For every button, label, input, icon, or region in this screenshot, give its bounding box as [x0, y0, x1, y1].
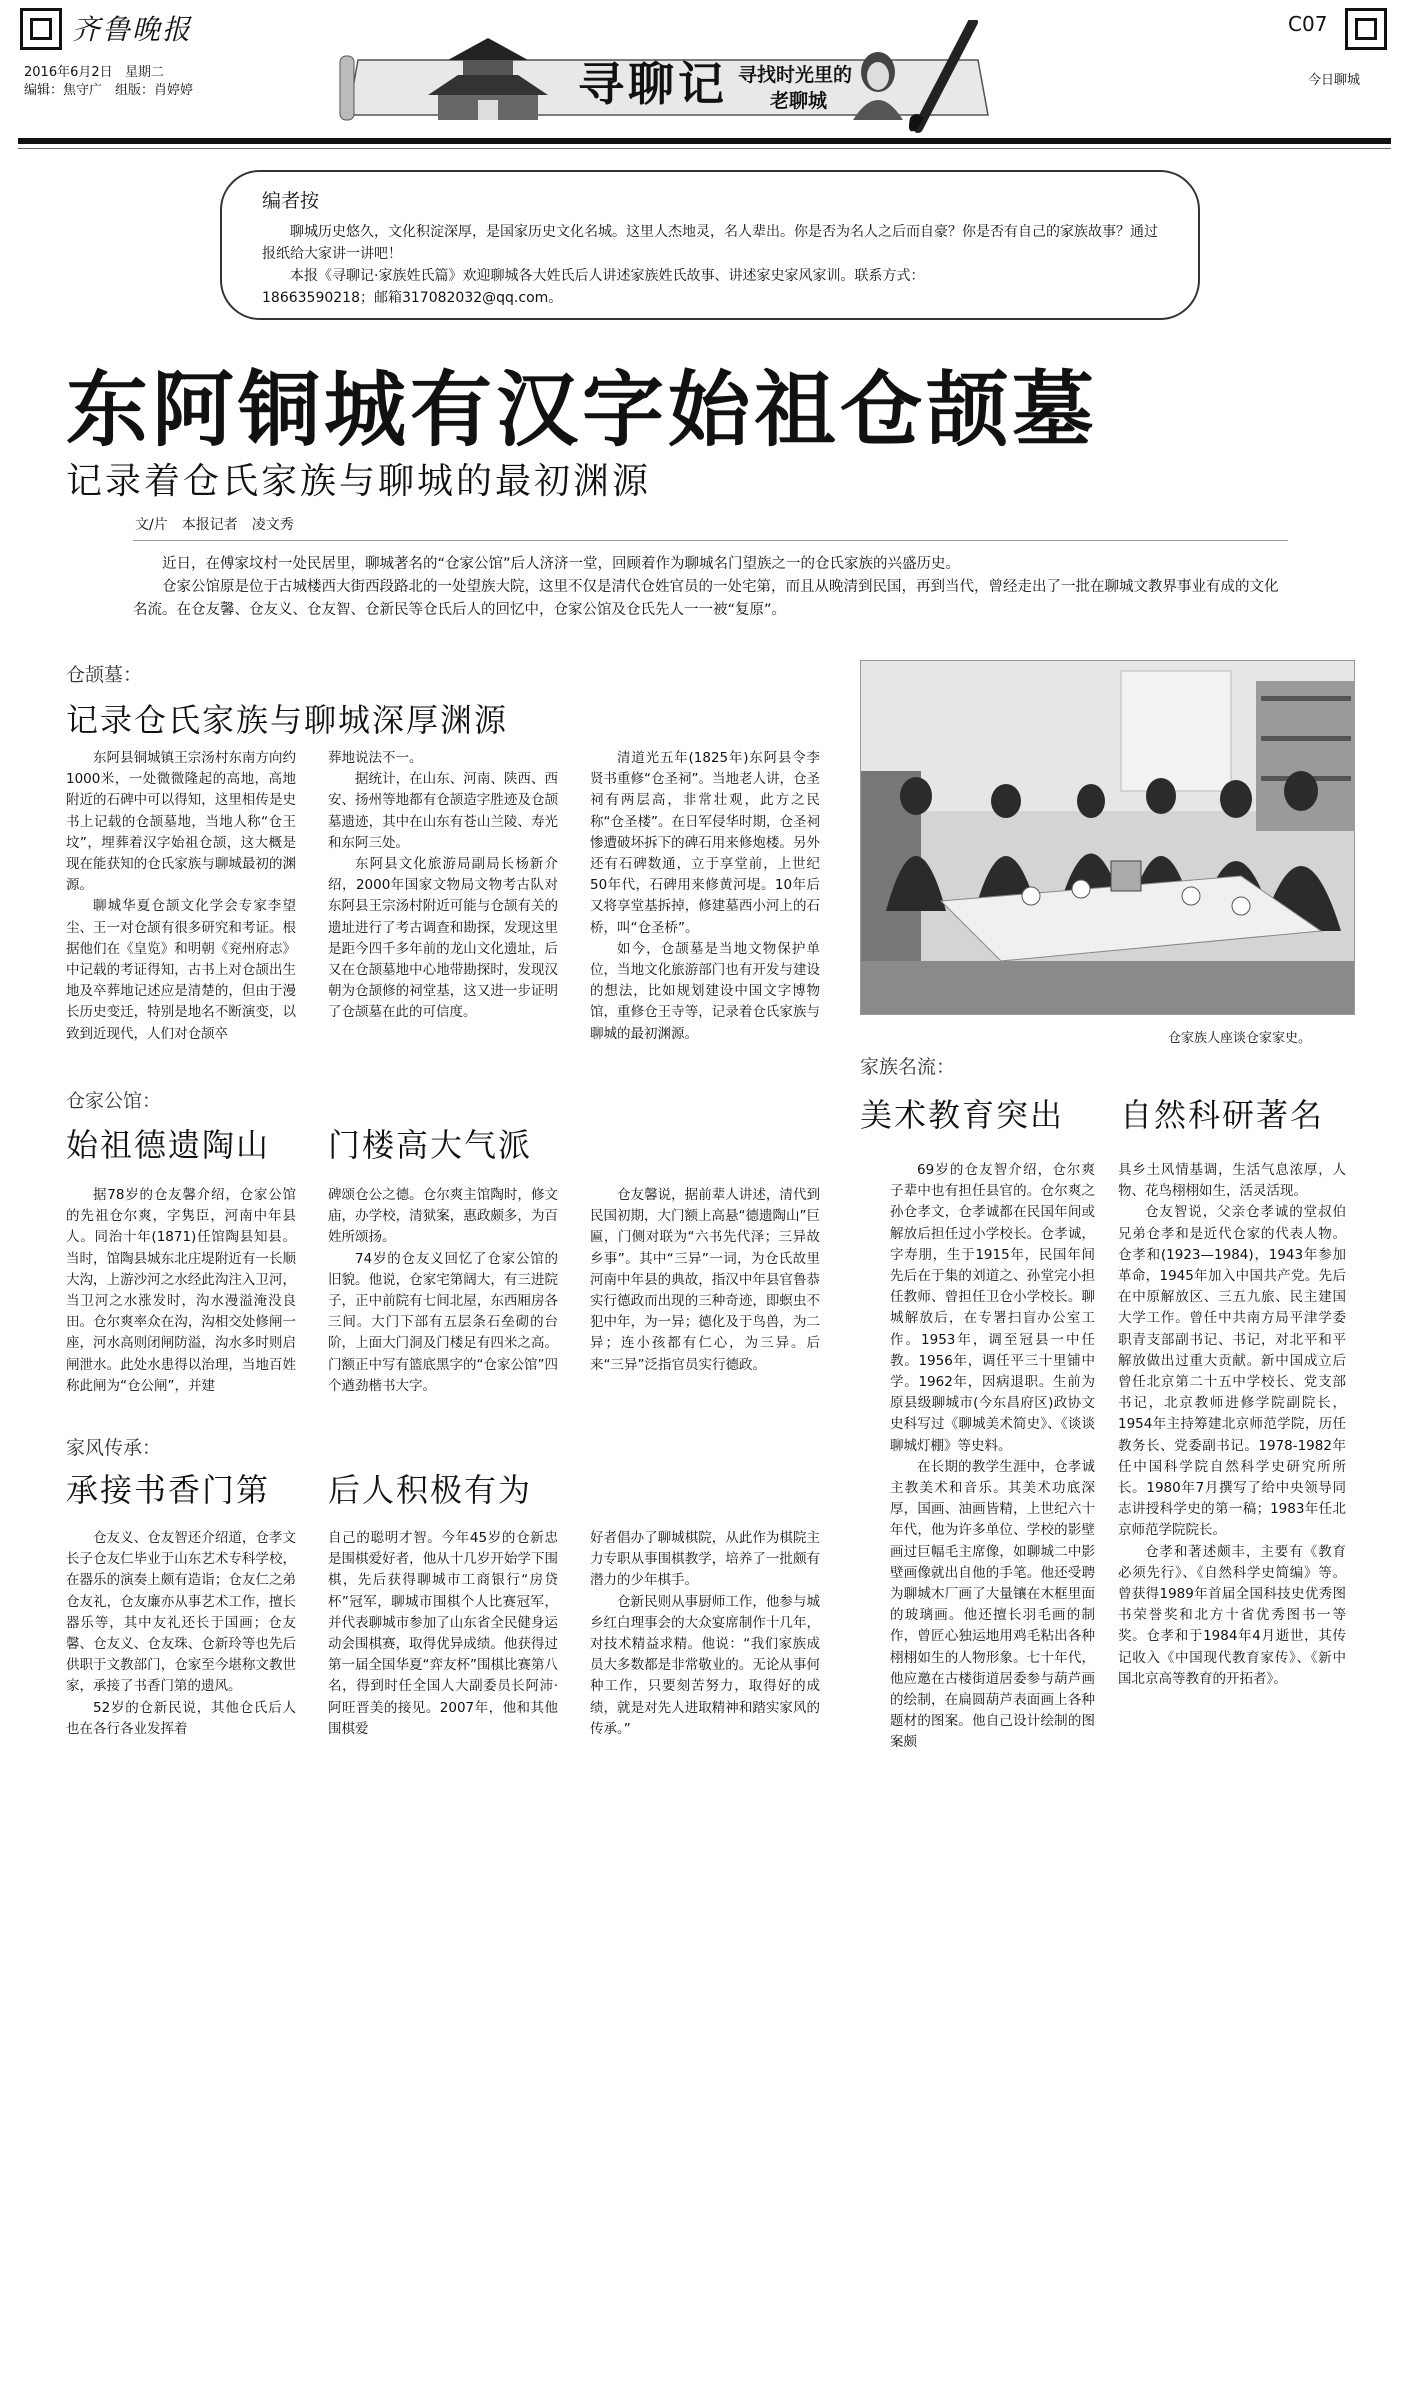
section2-column-3 — [590, 1185, 820, 1376]
article-byline: 文/片 本报记者 凌文秀 — [135, 517, 294, 533]
intro-paragraph: 仓家公馆原是位于古城楼西大街西段路北的一处望族大院，这里不仅是清代仓姓官员的一处宅第，而且从晚清到民国，再到当代，曾经走出了一批在聊城文教界事业有成的文化名流。在仓友馨、仓友义、仓友智、仓新民等仓氏后人的回忆中，仓家公馆及仓氏先人一一被“复原”。 — [133, 579, 1279, 618]
section2-heading-b: 门楼高大气派 — [328, 1126, 533, 1164]
section2-column-2 — [328, 1185, 558, 1397]
body-paragraph: 在长期的教学生涯中，仓孝诚主教美术和音乐。其美术功底深厚，国画、油画皆精，上世纪六十年代，他为许多单位、学校的影壁画过巨幅毛主席像，如聊城二中影壁画像就出自他的手笔。他还受聘为聊城木厂画了大量镶在木框里面的玻璃画。他还擅长羽毛画的制作，曾匠心独运地用鸡毛粘出各种栩栩如生的人物形象。七十年代，他应邀在古楼街道居委参与葫芦画的绘制，在扁圆葫芦表面画上各种题材的图案。他自己设计绘制的图案颇 — [890, 1458, 1095, 1751]
article-headline: 东阿铜城有汉字始祖仓颉墓 — [66, 363, 1099, 458]
family-photo-illustration — [861, 661, 1355, 1015]
section1-column-3 — [590, 748, 820, 1045]
article-subheadline: 记录着仓氏家族与聊城的最初渊源 — [66, 461, 652, 502]
editor-note-contact: 18663590218；邮箱317082032@qq.com。 — [262, 290, 563, 306]
section3-column-2 — [328, 1528, 558, 1740]
body-paragraph: 仓友义、仓友智还介绍道，仓孝文长子仓友仁毕业于山东艺术专科学校，在器乐的演奏上颇有造诣；仓友仁之弟仓友礼，仓友廉亦从事艺术工作，擅长器乐等，其中友礼还长于国画；仓友馨、仓友义、仓友珠、仓新玲等也先后供职于文教部门，仓家至今堪称文教世家，承接了书香门第的遗风。 — [66, 1530, 296, 1695]
section1-heading: 记录仓氏家族与聊城深厚渊源 — [66, 701, 509, 739]
body-paragraph: 52岁的仓新民说，其他仓氏后人也在各行各业发挥着 — [66, 1699, 296, 1737]
body-paragraph: 葬地说法不一。 — [328, 750, 423, 766]
editor-note-box — [220, 170, 1200, 320]
section1-column-2 — [328, 748, 558, 1024]
body-paragraph: 清道光五年(1825年)东阿县令李贤书重修“仓圣祠”。当地老人讲，仓圣祠有两层高，非常壮观，此方之民称“仓圣楼”。在日军侵华时期，仓圣祠惨遭破坏拆下的碑石用来修炮楼。另外还有石碑数通，立于享堂前，上世纪50年代，石碑用来修黄河堤。10年后又将享堂基拆掉，修建墓西小河上的石桥，叫“仓圣桥”。 — [590, 750, 820, 936]
section3-heading-a: 承接书香门第 — [66, 1471, 271, 1509]
body-paragraph: 仓友馨说，据前辈人讲述，清代到民国初期，大门额上高悬“德遗陶山”巨匾，门侧对联为“六书先代泽；三异故乡事”。其中“三异”一词，为仓氏故里河南中年县的典故，指汉中年县官鲁恭实行德政而出现的三种奇迹，即螟虫不犯中年，为一异；德化及于鸟兽，为二异；连小孩都有仁心，为三异。后来“三异”泛指官员实行德政。 — [590, 1187, 820, 1373]
section4-column-2 — [1118, 1160, 1346, 1690]
issue-weekday: 星期二 — [125, 65, 165, 80]
body-paragraph: 据78岁的仓友馨介绍，仓家公馆的先祖仓尔爽，字隽臣，河南中年县人。同治十年(1871)任馆陶县知县。当时，馆陶县城东北庄堤附近有一长顺大沟，上游沙河之水经此沟注入卫河，当卫河之水涨发时，沟水漫溢淹没良田。仓尔爽率众在沟，沟相交处修闸一座，河水高则闭闸防溢，沟水多时则启闸泄水。此处水患得以治理，当地百姓称此闸为“仓公闸”，并建 — [66, 1187, 296, 1394]
intro-paragraph: 近日，在傅家坟村一处民居里，聊城著名的“仓家公馆”后人济济一堂，回顾着作为聊城名门望族之一的仓氏家族的兴盛历史。 — [162, 556, 961, 572]
section4-heading-a: 美术教育突出 — [860, 1096, 1065, 1134]
section1-column-1 — [66, 748, 296, 1045]
section4-heading-b: 自然科研著名 — [1120, 1096, 1325, 1134]
section2-heading-a: 始祖德遗陶山 — [66, 1126, 271, 1164]
banner-slogan-line2: 老聊城 — [770, 90, 828, 112]
section2-label: 仓家公馆： — [66, 1090, 162, 1112]
body-paragraph: 碑颂仓公之德。仓尔爽主馆陶时，修文庙，办学校，清狱案，惠政颇多，为百姓所颂扬。 — [328, 1187, 558, 1246]
body-paragraph: 仓孝和著述颇丰，主要有《教育必须先行》、《自然科学史简编》等。曾获得1989年首届全国科技史优秀图书荣誉奖和北方十省优秀图书一等奖。仓孝和于1984年4月逝世，其传记收入《中国现代教育家传》、《新中国北京高等教育的开拓者》。 — [1118, 1543, 1346, 1687]
editor-note-title: 编者按 — [262, 190, 320, 212]
header-rule — [18, 138, 1391, 144]
article-intro — [133, 553, 1288, 622]
section-name: 今日聊城 — [1308, 73, 1361, 88]
body-paragraph: 仓新民则从事厨师工作，他参与城乡红白理事会的大众宴席制作十几年，对技术精益求精。他说：“我们家族成员大多数都是非常敬业的。无论从事何种工作，只要刻苦努力，取得好的成绩，就是对先人进取精神和踏实家风的传承。” — [590, 1593, 820, 1737]
section3-column-1 — [66, 1528, 296, 1740]
body-paragraph: 74岁的仓友义回忆了仓家公馆的旧貌。他说，仓家宅第阔大，有三进院子，正中前院有七间北屋，东西厢房各三间。大门下部有五层条石垒砌的台阶，上面大门洞及门楼足有四米之高。门额正中写有篮底黑字的“仓家公馆”四个遒劲楷书大字。 — [328, 1250, 558, 1394]
body-paragraph: 如今，仓颉墓是当地文物保护单位，当地文化旅游部门也有开发与建设的想法，比如规划建设中国文字博物馆，重修仓王寺等，记录着仓氏家族与聊城的最初渊源。 — [590, 940, 820, 1042]
photo-caption: 仓家族人座谈仓家家史。 — [1168, 1031, 1312, 1046]
editors-line: 编辑：焦守广 组版：肖婷婷 — [24, 83, 194, 98]
body-paragraph: 东阿县铜城镇王宗汤村东南方向约1000米，一处微微隆起的高地，高地附近的石碑中可以得知，这里相传是史书上记载的仓颉墓地，当地人称“仓王坟”，埋葬着汉字始祖仓颉，这大概是现在能获知的仓氏家族与聊城最初的渊源。 — [66, 750, 296, 894]
header-rule-thin — [18, 148, 1391, 149]
issue-date-line — [24, 64, 164, 82]
section3-heading-b: 后人积极有为 — [328, 1471, 533, 1509]
body-paragraph: 东阿县文化旅游局副局长杨新介绍，2000年国家文物局文物考古队对东阿县王宗汤村附近可能与仓颉有关的遗址进行了考古调查和勘探，发现这里是距今四千多年前的龙山文化遗址，后又在仓颉墓地中心地带勘探时，发现汉朝为仓颉修的祠堂基，这又进一步证明了仓颉墓在此的可信度。 — [328, 856, 558, 1021]
banner-slogan-line1: 寻找时光里的 — [738, 64, 853, 86]
editor-note-paragraph: 本报《寻聊记·家族姓氏篇》欢迎聊城各大姓氏后人讲述家族姓氏故事、讲述家史家风家训。联系方式： — [290, 268, 925, 284]
section2-column-1 — [66, 1185, 296, 1397]
body-paragraph: 仓友智说，父亲仓孝诚的堂叔伯兄弟仓孝和是近代仓家的代表人物。仓孝和(1923—1984)，1943年参加革命，1945年加入中国共产党。先后在中原解放区、三五九旅、民主建国大学工作。曾任中共南方局平津学委职青支部副书记、书记，对北平和平解放做出过重大贡献。新中国成立后曾任北京第二十五中学校长、党支部书记，北京教师进修学院副院长，1954年主持筹建北京师范学院，历任教务长、党委副书记。1978-1982年任中国科学院自然科学史研究所所长。1980年7月撰写了给中央领导同志讲授科学史的第一稿；1983年任北京师范学院院长。 — [1118, 1204, 1346, 1539]
issue-date: 2016年6月2日 — [24, 65, 113, 80]
section3-column-3 — [590, 1528, 820, 1740]
body-paragraph: 聊城华夏仓颉文化学会专家李望尘、王一对仓颉有很多研究和考证。根据他们在《皇览》和明朝《兖州府志》中记载的考证得知，古书上对仓颉出生地及卒葬地记述应是清楚的，但由于漫长历史变迁，特别是地名不断演变，以致到近现代，人们对仓颉卒 — [66, 898, 296, 1042]
section3-label: 家风传承： — [66, 1437, 162, 1459]
masthead-emblem-right — [1345, 8, 1387, 50]
editor-note-paragraph: 聊城历史悠久，文化积淀深厚，是国家历史文化名城。这里人杰地灵，名人辈出。你是否为名人之后而自豪？你是否有自己的家族故事？通过报纸给大家讲一讲吧！ — [262, 224, 1158, 262]
masthead-emblem-left — [20, 8, 62, 50]
body-paragraph: 好者倡办了聊城棋院，从此作为棋院主力专职从事围棋教学，培养了一批颇有潜力的少年棋手。 — [590, 1530, 820, 1589]
column-banner — [318, 20, 1038, 140]
body-paragraph: 据统计，在山东、河南、陕西、西安、扬州等地都有仓颉造字胜迹及仓颉墓遗迹，其中在山东有苍山兰陵、寿光和东阿三处。 — [328, 771, 558, 851]
banner-title: 寻聊记 — [578, 57, 728, 111]
page-code: C07 — [1288, 12, 1328, 36]
newspaper-name: 齐鲁晚报 — [72, 13, 193, 46]
body-paragraph: 自己的聪明才智。今年45岁的仓新忠是围棋爱好者，他从十几岁开始学下围棋，先后获得聊城市工商银行“房贷杯”冠军，聊城市围棋个人比赛冠军，并代表聊城市参加了山东省全民健身运动会围棋赛，取得优异成绩。他获得过第一届全国华夏“弈友杯”围棋比赛第八名，得到时任全国人大副委员长阿沛·阿旺晋美的接见。2007年，他和其他围棋爱 — [328, 1530, 558, 1737]
section1-label: 仓颉墓： — [66, 664, 143, 686]
family-photo — [860, 660, 1355, 1015]
section4-column-1 — [890, 1160, 1095, 1754]
body-paragraph: 69岁的仓友智介绍，仓尔爽子辈中也有担任县官的。仓尔爽之孙仓孝文，仓孝诚都在民国年间或解放后担任过小学校长。仓孝诚，字寿朋，生于1915年，民国年间先后在于集的刘道之、孙堂完小担任教师、曾担任卫仓小学校长。聊城解放后，在专署扫盲办公室工作。1953年，调至冠县一中任教。1956年，调任平三十里铺中学。1962年，因病退职。生前为原县级聊城市(今东昌府区)政协文史科写过《聊城美术简史》、《谈谈聊城灯棚》等史料。 — [890, 1162, 1095, 1454]
body-paragraph: 具乡土风情基调，生活气息浓厚，人物、花鸟栩栩如生，活灵活现。 — [1118, 1162, 1346, 1200]
byline-rule — [133, 540, 1288, 541]
section4-label: 家族名流： — [860, 1056, 956, 1078]
